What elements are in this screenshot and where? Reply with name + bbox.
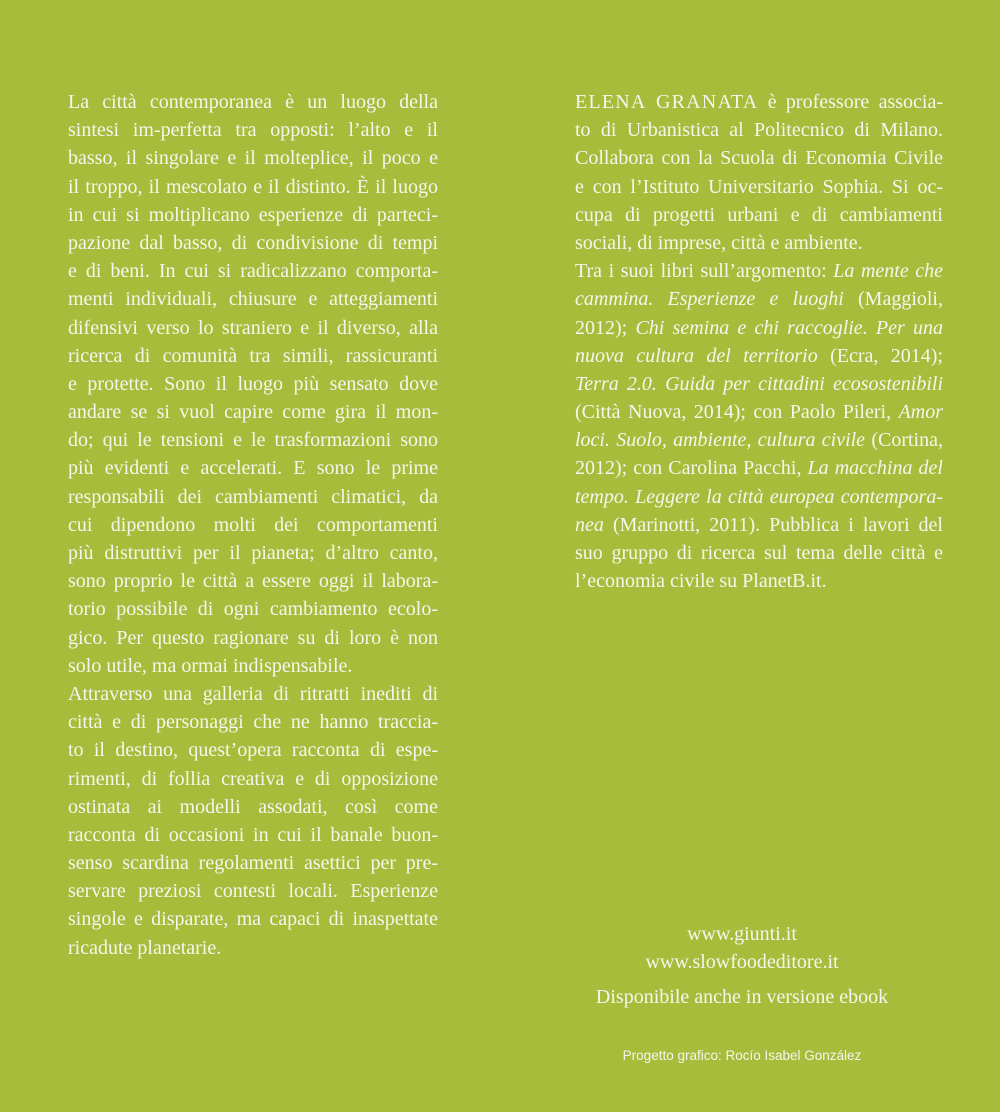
text-segment: (Cortina, bbox=[865, 429, 943, 452]
text-segment: Tra i suoi libri sull’argomento: bbox=[575, 260, 834, 283]
text-segment: basso, il singolare e il molteplice, il poco e bbox=[68, 147, 438, 170]
text-segment: 2012); con Carolina Pacchi, bbox=[575, 457, 808, 480]
text-line bbox=[575, 511, 943, 539]
design-credit: Progetto grafico: Rocío Isabel González bbox=[622, 1048, 862, 1063]
text-segment: racconta di occasioni in cui il banale buon- bbox=[68, 823, 438, 846]
text-line bbox=[575, 567, 943, 595]
text-line bbox=[68, 765, 438, 793]
text-segment: to di Urbanistica al Politecnico di Milano. bbox=[575, 119, 943, 142]
text-segment: (Marinotti, 2011). Pubblica i lavori del bbox=[603, 513, 943, 536]
italic-text-segment: La macchina del bbox=[807, 457, 943, 480]
text-line bbox=[68, 398, 438, 426]
book-description-text bbox=[68, 88, 438, 962]
text-line bbox=[68, 877, 438, 905]
text-segment: do; qui le tensioni e le trasformazioni sono bbox=[68, 429, 438, 452]
text-segment: città e di personaggi che ne hanno traccia- bbox=[68, 711, 438, 734]
text-segment: ELENA GRANATA bbox=[575, 91, 759, 113]
text-segment: (Maggioli, bbox=[843, 288, 943, 311]
text-line bbox=[68, 285, 438, 313]
text-line bbox=[68, 370, 438, 398]
text-segment: singole e disparate, ma capaci di inaspettate bbox=[68, 908, 438, 931]
publisher-websites bbox=[557, 920, 927, 976]
text-segment: Collabora con la Scuola di Economia Civile bbox=[575, 147, 943, 170]
text-line bbox=[68, 88, 438, 116]
italic-text-segment: Chi semina e chi raccoglie. Per una bbox=[635, 316, 943, 339]
text-line bbox=[575, 426, 943, 454]
text-line bbox=[575, 88, 943, 116]
text-segment: il troppo, il mescolato e il distinto. È il luogo bbox=[68, 175, 438, 198]
text-segment: torio possibile di ogni cambiamento ecolo- bbox=[68, 598, 438, 621]
text-line bbox=[68, 257, 438, 285]
text-segment: ricadute planetarie. bbox=[68, 936, 222, 959]
text-segment: e con l’Istituto Universitario Sophia. Si oc- bbox=[575, 175, 943, 198]
text-segment: sono proprio le città a essere oggi il labora- bbox=[68, 570, 438, 593]
text-line bbox=[575, 342, 943, 370]
text-segment: sintesi im-perfetta tra opposti: l’alto e il bbox=[68, 119, 438, 142]
text-segment: to il destino, quest’opera racconta di espe- bbox=[68, 739, 438, 762]
text-segment: più evidenti e accelerati. E sono le prime bbox=[68, 457, 438, 480]
text-line bbox=[68, 708, 438, 736]
text-line bbox=[575, 285, 943, 313]
text-line bbox=[68, 426, 438, 454]
text-segment: cupa di progetti urbani e di cambiamenti bbox=[575, 203, 943, 226]
text-segment: difensivi verso lo straniero e il diverso, alla bbox=[68, 316, 438, 339]
italic-text-segment: Amor bbox=[898, 401, 943, 424]
text-segment: rimenti, di follia creativa e di opposizione bbox=[68, 767, 438, 790]
text-segment: pazione dal basso, di condivisione di tempi bbox=[68, 231, 438, 254]
text-segment: e protette. Sono il luogo più sensato dove bbox=[68, 372, 438, 395]
text-segment: solo utile, ma ormai indispensabile. bbox=[68, 654, 353, 677]
text-line bbox=[575, 201, 943, 229]
text-line bbox=[575, 454, 943, 482]
text-segment: servare preziosi contesti locali. Esperienze bbox=[68, 880, 438, 903]
text-segment: più distruttivi per il pianeta; d’altro canto, bbox=[68, 542, 438, 564]
text-segment: è professore associa- bbox=[758, 91, 943, 113]
text-line bbox=[575, 314, 943, 342]
text-line bbox=[575, 398, 943, 426]
ebook-availability-note: Disponibile anche in versione ebook bbox=[595, 986, 889, 1008]
text-line bbox=[68, 173, 438, 201]
text-segment: (Ecra, 2014); bbox=[817, 344, 943, 367]
text-segment: responsabili dei cambiamenti climatici, da bbox=[68, 485, 438, 508]
text-line bbox=[575, 229, 943, 257]
text-line bbox=[68, 821, 438, 849]
italic-text-segment: La mente che bbox=[833, 260, 943, 283]
text-line bbox=[575, 370, 943, 398]
text-line bbox=[575, 483, 943, 511]
italic-text-segment: Terra 2.0. Guida per cittadini ecosostenibili bbox=[575, 372, 943, 395]
publisher-website-slowfood: www.slowfoodeditore.it bbox=[645, 951, 839, 974]
text-segment: suo gruppo di ricerca sul tema delle città e bbox=[575, 542, 943, 564]
text-segment: in cui si moltiplicano esperienze di parteci- bbox=[68, 203, 438, 226]
text-line bbox=[68, 483, 438, 511]
text-line bbox=[68, 201, 438, 229]
text-segment: e di beni. In cui si radicalizzano comporta- bbox=[68, 260, 438, 283]
text-segment: andare se si vuol capire come gira il mon- bbox=[68, 401, 438, 424]
text-line bbox=[575, 144, 943, 172]
text-line bbox=[68, 934, 438, 962]
text-segment: ostinata ai modelli assodati, così come bbox=[68, 795, 438, 818]
text-segment: ricerca di comunità tra simili, rassicuranti bbox=[68, 344, 438, 367]
text-line bbox=[68, 652, 438, 680]
text-line bbox=[68, 342, 438, 370]
text-line bbox=[68, 229, 438, 257]
text-line bbox=[575, 539, 943, 567]
text-line bbox=[68, 680, 438, 708]
author-bio-text bbox=[575, 88, 943, 595]
italic-text-segment: loci. Suolo, ambiente, cultura civile bbox=[575, 429, 866, 452]
text-segment: l’economia civile su PlanetB.it. bbox=[575, 570, 827, 593]
italic-text-segment: nea bbox=[575, 513, 604, 536]
text-segment: (Città Nuova, 2014); con Paolo Pileri, bbox=[575, 401, 899, 424]
text-line bbox=[68, 144, 438, 172]
text-line bbox=[68, 905, 438, 933]
italic-text-segment: tempo. Leggere la città europea contempora- bbox=[575, 485, 943, 508]
publisher-website-giunti: www.giunti.it bbox=[687, 923, 797, 945]
text-line bbox=[68, 793, 438, 821]
text-segment: sociali, di imprese, città e ambiente. bbox=[575, 231, 863, 254]
italic-text-segment: cammina. Esperienze e luoghi bbox=[575, 288, 844, 311]
text-line bbox=[575, 257, 943, 285]
text-line bbox=[575, 173, 943, 201]
text-segment: menti individuali, chiusure e atteggiamenti bbox=[68, 288, 438, 311]
text-segment: cui dipendono molti dei comportamenti bbox=[68, 513, 438, 536]
text-line bbox=[68, 116, 438, 144]
text-line bbox=[68, 849, 438, 877]
text-line bbox=[68, 624, 438, 652]
text-line bbox=[68, 539, 438, 567]
italic-text-segment: nuova cultura del territorio bbox=[575, 344, 818, 367]
text-line bbox=[68, 454, 438, 482]
text-line bbox=[68, 736, 438, 764]
text-segment: gico. Per questo ragionare su di loro è non bbox=[68, 626, 438, 649]
text-segment: Attraverso una galleria di ritratti inediti di bbox=[68, 682, 438, 705]
text-line bbox=[575, 116, 943, 144]
text-line bbox=[68, 595, 438, 623]
text-segment: La città contemporanea è un luogo della bbox=[68, 91, 438, 113]
text-segment: senso scardina regolamenti asettici per pre- bbox=[68, 852, 438, 875]
text-segment: 2012); bbox=[575, 316, 636, 339]
text-line bbox=[68, 314, 438, 342]
text-line bbox=[68, 567, 438, 595]
text-line bbox=[68, 511, 438, 539]
